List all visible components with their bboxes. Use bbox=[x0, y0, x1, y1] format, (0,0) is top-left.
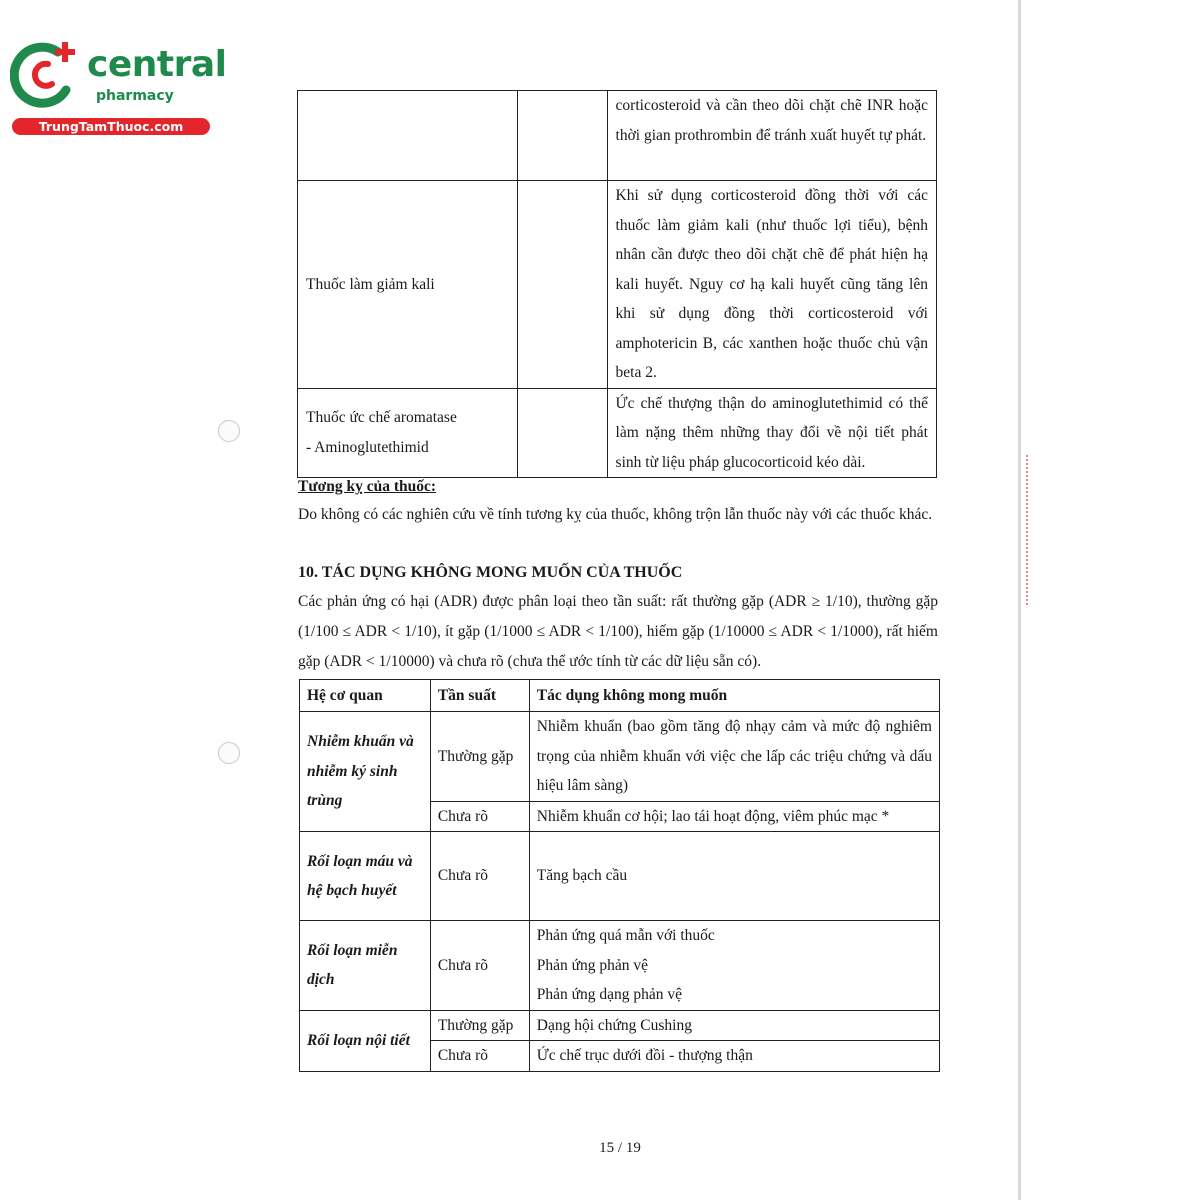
organ-system-cell: Rối loạn miễn dịch bbox=[300, 921, 431, 1011]
effect-cell: Khi sử dụng corticosteroid đồng thời với các thuốc làm giảm kali (như thuốc lợi tiểu), bệnh nhân cần được theo dõi chặt chẽ để phát hiện hạ kali huyết. Nguy cơ hạ kali huyết cũng tăng lên khi sử dụng đồng thời corticosteroid với amphotericin B, các xanthen hoặc thuốc chủ vận beta 2. bbox=[607, 181, 936, 389]
adverse-effect-cell: Ức chế trục dưới đồi - thượng thận bbox=[529, 1041, 939, 1072]
frequency-cell: Chưa rõ bbox=[430, 832, 529, 921]
empty-cell bbox=[517, 91, 607, 181]
frequency-cell: Chưa rõ bbox=[430, 801, 529, 832]
logo-sub-text: pharmacy bbox=[96, 88, 174, 104]
central-pharmacy-logo[interactable] bbox=[10, 38, 225, 138]
frequency-cell: Chưa rõ bbox=[430, 1041, 529, 1072]
table-row bbox=[300, 1010, 940, 1041]
section-10-intro: Các phản ứng có hại (ADR) được phân loại theo tần suất: rất thường gặp (ADR ≥ 1/10), thường gặp (1/100 ≤ ADR < 1/10), ít gặp (1/1000 ≤ ADR < 1/100), hiếm gặp (1/10000 ≤ ADR < 1/1000), rất hiếm gặp (ADR < 1/10000) và chưa rõ (chưa thể ước tính từ các dữ liệu sẵn có). bbox=[298, 593, 938, 670]
column-header: Hệ cơ quan bbox=[300, 680, 431, 712]
page-number: 15 / 19 bbox=[599, 1140, 641, 1156]
column-header: Tác dụng không mong muốn bbox=[529, 680, 939, 712]
drug-cell bbox=[298, 91, 518, 181]
effect-cell: Ức chế thượng thận do aminoglutethimid có thể làm nặng thêm những thay đổi về nội tiết phát sinh từ liệu pháp glucocorticoid kéo dài. bbox=[607, 388, 936, 478]
organ-system-cell: Rối loạn máu và hệ bạch huyết bbox=[300, 832, 431, 921]
drug-cell: Thuốc làm giảm kali bbox=[298, 181, 518, 389]
frequency-cell: Thường gặp bbox=[430, 712, 529, 802]
frequency-cell: Thường gặp bbox=[430, 1010, 529, 1041]
table-row bbox=[298, 91, 937, 181]
table-row bbox=[300, 712, 940, 802]
adverse-effect-line: Phản ứng dạng phản vệ bbox=[536, 986, 683, 1003]
logo-brand-text: central bbox=[87, 44, 227, 85]
stamp-mark bbox=[1012, 455, 1028, 605]
table-row bbox=[300, 832, 940, 921]
logo-site-link[interactable]: TrungTamThuoc.com bbox=[12, 118, 210, 135]
effect-cell: corticosteroid và cần theo dõi chặt chẽ INR hoặc thời gian prothrombin để tránh xuất huyết tự phát. bbox=[607, 91, 936, 181]
drug-cell bbox=[298, 388, 518, 478]
punch-hole bbox=[218, 742, 240, 764]
column-header: Tần suất bbox=[430, 680, 529, 712]
adverse-effect-cell: Tăng bạch cầu bbox=[529, 832, 939, 921]
empty-cell bbox=[517, 181, 607, 389]
drug-name-line: - Aminoglutethimid bbox=[306, 438, 429, 456]
drug-interaction-table bbox=[297, 90, 937, 478]
organ-system-cell: Rối loạn nội tiết bbox=[300, 1010, 431, 1071]
adr-table bbox=[299, 679, 940, 1072]
empty-cell bbox=[517, 388, 607, 478]
adverse-effect-cell: Nhiễm khuẩn (bao gồm tăng độ nhạy cảm và mức độ nghiêm trọng của nhiễm khuẩn với việc che lấp các triệu chứng và dấu hiệu lâm sàng) bbox=[529, 712, 939, 802]
incompatibility-heading: Tương kỵ của thuốc: bbox=[298, 478, 437, 495]
organ-system-cell: Nhiễm khuẩn và nhiễm ký sinh trùng bbox=[300, 712, 431, 832]
logo-mark-icon bbox=[10, 38, 86, 110]
punch-hole bbox=[218, 420, 240, 442]
adverse-effect-cell bbox=[529, 921, 939, 1011]
frequency-cell: Chưa rõ bbox=[430, 921, 529, 1011]
incompatibility-text: Do không có các nghiên cứu về tính tương kỵ của thuốc, không trộn lẫn thuốc này với các thuốc khác. bbox=[298, 506, 933, 523]
table-header-row bbox=[300, 680, 940, 712]
section-10-heading: 10. TÁC DỤNG KHÔNG MONG MUỐN CỦA THUỐC bbox=[298, 564, 683, 581]
table-row bbox=[298, 181, 937, 389]
adverse-effect-line: Phản ứng phản vệ bbox=[536, 956, 649, 974]
table-row bbox=[298, 388, 937, 478]
drug-name-line: Thuốc ức chế aromatase bbox=[306, 409, 457, 427]
adverse-effect-cell: Nhiễm khuẩn cơ hội; lao tái hoạt động, viêm phúc mạc * bbox=[529, 801, 939, 832]
adverse-effect-line: Phản ứng quá mẫn với thuốc bbox=[536, 927, 715, 944]
table-row bbox=[300, 921, 940, 1011]
adverse-effect-cell: Dạng hội chứng Cushing bbox=[529, 1010, 939, 1041]
